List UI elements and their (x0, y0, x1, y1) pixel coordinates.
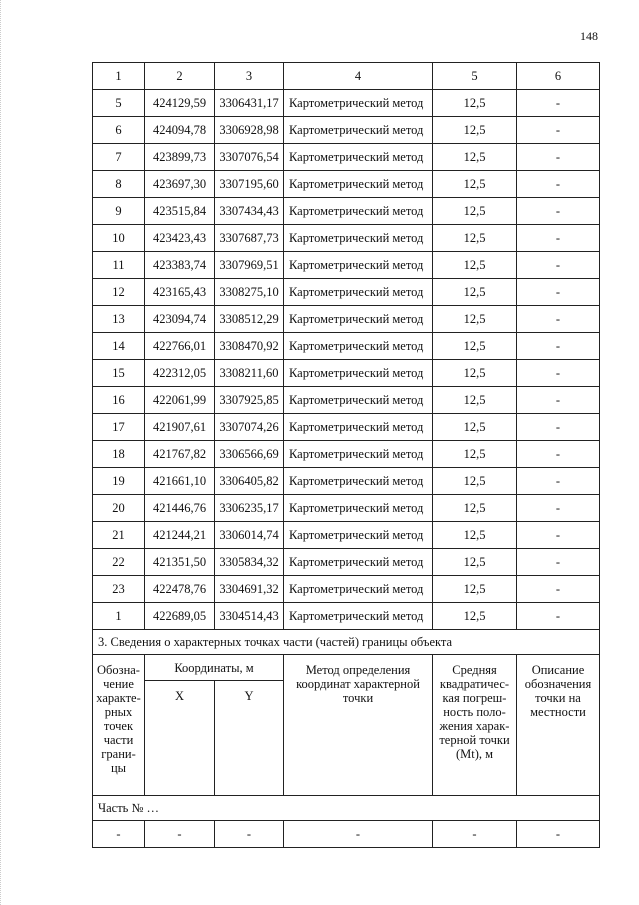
description: - (517, 468, 600, 495)
col-number: 5 (433, 63, 517, 90)
mt-value: 12,5 (433, 306, 517, 333)
coord-y: 3308512,29 (215, 306, 284, 333)
point-number: 14 (93, 333, 145, 360)
mt-value: 12,5 (433, 252, 517, 279)
description: - (517, 225, 600, 252)
header-coordinates: Координаты, м (145, 655, 284, 681)
method: Картометрический метод (284, 144, 433, 171)
table-row (93, 468, 600, 495)
coord-y: 3306405,82 (215, 468, 284, 495)
empty-cell: - (215, 821, 284, 848)
header-mt: Средняя квадратичес-кая погреш-ность поло-жения харак-терной точки (Mt), м (433, 655, 517, 796)
mt-value: 12,5 (433, 576, 517, 603)
table-row (93, 495, 600, 522)
point-number: 18 (93, 441, 145, 468)
table-row (93, 603, 600, 630)
empty-cell: - (284, 821, 433, 848)
table-row (93, 306, 600, 333)
point-number: 11 (93, 252, 145, 279)
method: Картометрический метод (284, 171, 433, 198)
table-row (93, 387, 600, 414)
coord-y: 3306235,17 (215, 495, 284, 522)
point-number: 13 (93, 306, 145, 333)
mt-value: 12,5 (433, 603, 517, 630)
description: - (517, 198, 600, 225)
table-row (93, 117, 600, 144)
method: Картометрический метод (284, 225, 433, 252)
method: Картометрический метод (284, 522, 433, 549)
point-number: 22 (93, 549, 145, 576)
table-row (93, 198, 600, 225)
table-row (93, 441, 600, 468)
description: - (517, 522, 600, 549)
coord-y: 3307074,26 (215, 414, 284, 441)
col-number: 4 (284, 63, 433, 90)
method: Картометрический метод (284, 387, 433, 414)
coord-x: 423697,30 (145, 171, 215, 198)
table-row (93, 90, 600, 117)
point-number: 6 (93, 117, 145, 144)
table-row (93, 821, 600, 848)
method: Картометрический метод (284, 198, 433, 225)
empty-cell: - (517, 821, 600, 848)
coord-x: 423423,43 (145, 225, 215, 252)
coord-x: 424094,78 (145, 117, 215, 144)
table-row (93, 360, 600, 387)
header-description: Описание обозначения точки на местности (517, 655, 600, 796)
method: Картометрический метод (284, 360, 433, 387)
table-row (93, 144, 600, 171)
section-title: 3. Сведения о характерных точках части (частей) границы объекта (93, 630, 600, 655)
mt-value: 12,5 (433, 441, 517, 468)
method: Картометрический метод (284, 333, 433, 360)
coord-y: 3306014,74 (215, 522, 284, 549)
coord-y: 3306566,69 (215, 441, 284, 468)
description: - (517, 441, 600, 468)
coord-x: 422478,76 (145, 576, 215, 603)
description: - (517, 387, 600, 414)
mt-value: 12,5 (433, 387, 517, 414)
page-edge (0, 0, 4, 905)
mt-value: 12,5 (433, 198, 517, 225)
mt-value: 12,5 (433, 522, 517, 549)
coord-x: 421907,61 (145, 414, 215, 441)
coord-x: 422689,05 (145, 603, 215, 630)
description: - (517, 495, 600, 522)
coordinates-table (92, 62, 600, 848)
mt-value: 12,5 (433, 549, 517, 576)
header-method: Метод определения координат характерной точки (284, 655, 433, 796)
mt-value: 12,5 (433, 414, 517, 441)
mt-value: 12,5 (433, 468, 517, 495)
point-number: 7 (93, 144, 145, 171)
coord-y: 3308211,60 (215, 360, 284, 387)
part-label: Часть № … (93, 796, 600, 821)
coord-x: 424129,59 (145, 90, 215, 117)
coord-y: 3307434,43 (215, 198, 284, 225)
point-number: 20 (93, 495, 145, 522)
col-number: 3 (215, 63, 284, 90)
mt-value: 12,5 (433, 225, 517, 252)
description: - (517, 333, 600, 360)
coord-y: 3304514,43 (215, 603, 284, 630)
description: - (517, 414, 600, 441)
description: - (517, 576, 600, 603)
header-x: X (145, 681, 215, 796)
method: Картометрический метод (284, 441, 433, 468)
point-number: 12 (93, 279, 145, 306)
coord-x: 422312,05 (145, 360, 215, 387)
coord-x: 421351,50 (145, 549, 215, 576)
coord-x: 421244,21 (145, 522, 215, 549)
mt-value: 12,5 (433, 360, 517, 387)
method: Картометрический метод (284, 495, 433, 522)
description: - (517, 306, 600, 333)
method: Картометрический метод (284, 279, 433, 306)
empty-cell: - (433, 821, 517, 848)
point-number: 23 (93, 576, 145, 603)
method: Картометрический метод (284, 306, 433, 333)
coord-x: 423515,84 (145, 198, 215, 225)
table-row (93, 576, 600, 603)
section-title-row (93, 630, 600, 655)
column-number-row (93, 63, 600, 90)
coord-x: 421446,76 (145, 495, 215, 522)
table-row (93, 279, 600, 306)
point-number: 8 (93, 171, 145, 198)
point-number: 16 (93, 387, 145, 414)
description: - (517, 603, 600, 630)
point-number: 1 (93, 603, 145, 630)
description: - (517, 90, 600, 117)
mt-value: 12,5 (433, 90, 517, 117)
description: - (517, 252, 600, 279)
table-row (93, 549, 600, 576)
point-number: 5 (93, 90, 145, 117)
description: - (517, 171, 600, 198)
coord-x: 423094,74 (145, 306, 215, 333)
coord-y: 3307195,60 (215, 171, 284, 198)
coord-y: 3307076,54 (215, 144, 284, 171)
point-number: 9 (93, 198, 145, 225)
method: Картометрический метод (284, 117, 433, 144)
page-number: 148 (580, 29, 598, 43)
table-row (93, 522, 600, 549)
coord-x: 423899,73 (145, 144, 215, 171)
table-row (93, 225, 600, 252)
table-row (93, 333, 600, 360)
mt-value: 12,5 (433, 117, 517, 144)
coord-x: 423165,43 (145, 279, 215, 306)
coord-y: 3304691,32 (215, 576, 284, 603)
table-row (93, 252, 600, 279)
point-number: 19 (93, 468, 145, 495)
coord-y: 3306928,98 (215, 117, 284, 144)
coord-x: 423383,74 (145, 252, 215, 279)
mt-value: 12,5 (433, 144, 517, 171)
empty-cell: - (93, 821, 145, 848)
method: Картометрический метод (284, 90, 433, 117)
coord-y: 3307969,51 (215, 252, 284, 279)
mt-value: 12,5 (433, 279, 517, 306)
method: Картометрический метод (284, 576, 433, 603)
point-number: 15 (93, 360, 145, 387)
description: - (517, 360, 600, 387)
description: - (517, 549, 600, 576)
coord-x: 422061,99 (145, 387, 215, 414)
method: Картометрический метод (284, 414, 433, 441)
point-number: 17 (93, 414, 145, 441)
part-row (93, 796, 600, 821)
coord-y: 3307925,85 (215, 387, 284, 414)
method: Картометрический метод (284, 603, 433, 630)
coord-y: 3308275,10 (215, 279, 284, 306)
header-row (93, 655, 600, 681)
table-row (93, 171, 600, 198)
description: - (517, 144, 600, 171)
description: - (517, 117, 600, 144)
col-number: 1 (93, 63, 145, 90)
method: Картометрический метод (284, 549, 433, 576)
method: Картометрический метод (284, 468, 433, 495)
method: Картометрический метод (284, 252, 433, 279)
point-number: 10 (93, 225, 145, 252)
coord-x: 422766,01 (145, 333, 215, 360)
description: - (517, 279, 600, 306)
header-designation: Обозна- чение характе- рных точек части грани- цы (93, 655, 145, 796)
mt-value: 12,5 (433, 333, 517, 360)
table-row (93, 414, 600, 441)
coord-y: 3308470,92 (215, 333, 284, 360)
col-number: 6 (517, 63, 600, 90)
coord-x: 421661,10 (145, 468, 215, 495)
mt-value: 12,5 (433, 171, 517, 198)
col-number: 2 (145, 63, 215, 90)
header-y: Y (215, 681, 284, 796)
point-number: 21 (93, 522, 145, 549)
coord-x: 421767,82 (145, 441, 215, 468)
coord-y: 3305834,32 (215, 549, 284, 576)
coord-y: 3307687,73 (215, 225, 284, 252)
coord-y: 3306431,17 (215, 90, 284, 117)
empty-cell: - (145, 821, 215, 848)
mt-value: 12,5 (433, 495, 517, 522)
